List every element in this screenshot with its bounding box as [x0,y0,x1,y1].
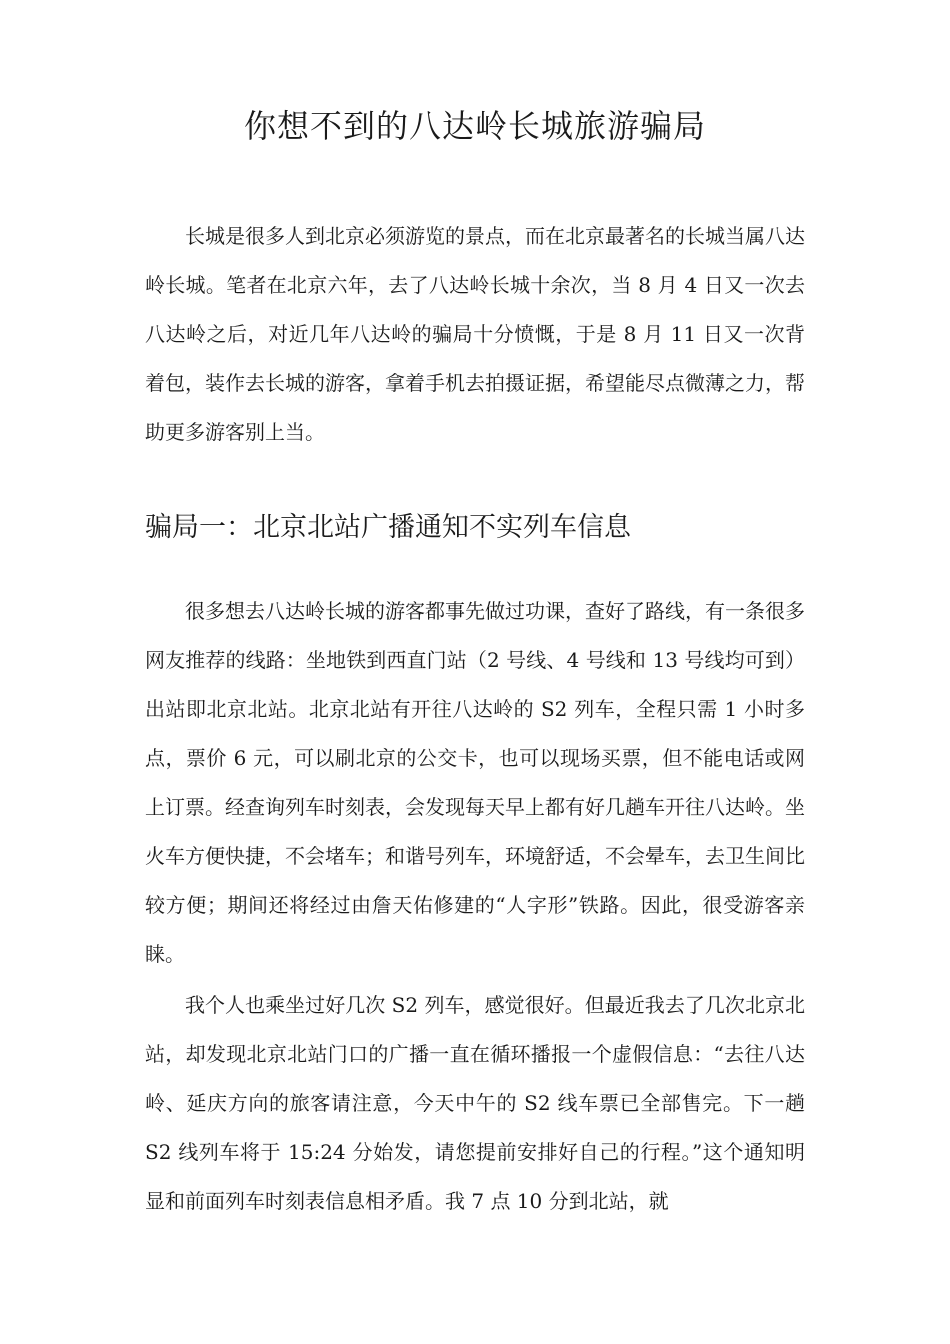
document-title: 你想不到的八达岭长城旅游骗局 [243,107,706,145]
section-one-paragraph-2: 我个人也乘坐过好几次 S2 列车，感觉很好。但最近我去了几次北京北站，却发现北京北站门口的广播一直在循环播报一个虚假信息：“去往八达岭、延庆方向的旅客请注意，今天中午的 S2 线车票已全部售完。下一趟 S2 线列车将于 15:24 分始发，请您提前安排好自己的行程。”这个通知明显和前面列车时刻表信息相矛盾。我 7 点 10 分到北站，就 [145,993,805,1213]
section-heading-scam-one: 骗局一：北京北站广播通知不实列车信息 [145,512,631,543]
intro-paragraph: 长城是很多人到北京必须游览的景点，而在北京最著名的长城当属八达岭长城。笔者在北京六年，去了八达岭长城十余次，当 8 月 4 日又一次去八达岭之后，对近几年八达岭的骗局十分愤慨，于是 8 月 11 日又一次背着包，装作去长城的游客，拿着手机去拍摄证据，希望能尽点微薄之力，帮助更多游客别上当。 [145,224,805,444]
section-one-paragraph-1: 很多想去八达岭长城的游客都事先做过功课，查好了路线，有一条很多网友推荐的线路：坐地铁到西直门站（2 号线、4 号线和 13 号线均可到）出站即北京北站。北京北站有开往八达岭的 S2 列车，全程只需 1 小时多点，票价 6 元，可以刷北京的公交卡，也可以现场买票，但不能电话或网上订票。经查询列车时刻表，会发现每天早上都有好几趟车开往八达岭。坐火车方便快捷，不会堵车；和谐号列车，环境舒适，不会晕车，去卫生间比较方便；期间还将经过由詹天佑修建的“人字形”铁路。因此，很受游客亲睐。 [145,599,805,966]
